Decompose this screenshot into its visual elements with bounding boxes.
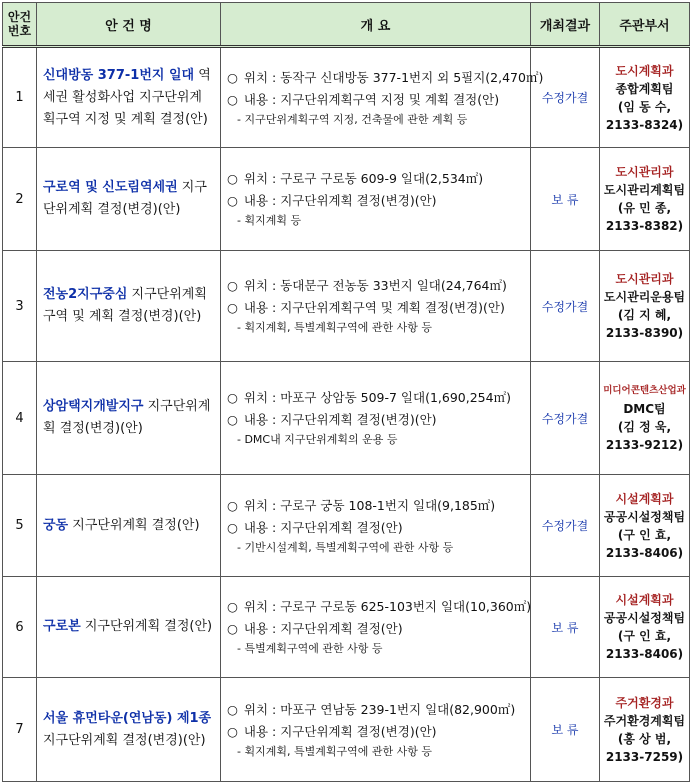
department-info [600, 251, 690, 362]
team-name: 도시관리운용팀 [603, 290, 686, 304]
agenda-overview [221, 251, 531, 362]
circle-bullet-icon: ○ [227, 300, 238, 315]
contact-person: (구 인 효, [617, 629, 672, 643]
overview-content: 내용 : 지구단위계획 결정(안) [243, 519, 403, 535]
contact-phone: 2133-7259) [605, 749, 684, 764]
overview-location: 위치 : 구로구 궁동 108-1번지 일대(9,185㎡) [243, 497, 496, 513]
overview-location: 위치 : 동대문구 전농동 33번지 일대(24,764㎡) [243, 278, 507, 293]
contact-phone: 2133-8324) [605, 117, 684, 132]
meeting-result: 보 류 [531, 148, 600, 251]
overview-location-line [227, 275, 524, 297]
agenda-name [37, 47, 221, 148]
header-department: 주관부서 [600, 3, 690, 47]
agenda-name-highlight: 서울 휴먼타운(연남동) 제1종 [43, 710, 212, 726]
agenda-table [2, 2, 690, 782]
agenda-name-rest: 지구단위계획 결정(안) [72, 517, 200, 533]
table-row [3, 475, 690, 577]
agenda-number: 1 [3, 47, 37, 148]
circle-bullet-icon: ○ [227, 519, 238, 535]
department-name: 시설계획과 [615, 593, 674, 607]
agenda-name-highlight: 상암택지개발지구 [43, 399, 144, 414]
agenda-overview [221, 475, 531, 577]
team-name: 도시관리계획팀 [603, 183, 686, 197]
agenda-name-rest: 역세권 활성화사업 지구단위계획구역 지정 및 계획 결정(안) [43, 67, 211, 127]
table-row [3, 362, 690, 475]
agenda-name-rest: 지구단위계획 결정(안) [84, 619, 213, 634]
circle-bullet-icon: ○ [227, 599, 238, 614]
contact-phone: 2133-9212) [605, 438, 684, 452]
agenda-number: 3 [3, 251, 37, 362]
agenda-number: 4 [3, 362, 37, 475]
circle-bullet-icon: ○ [227, 171, 238, 186]
agenda-overview [221, 47, 544, 148]
department-info [600, 678, 690, 782]
overview-note: - 지구단위계획구역 지정, 건축물에 관한 계획 등 [237, 112, 468, 126]
overview-note: - 획지계획 등 [237, 214, 302, 227]
contact-person: (김 정 욱, [617, 420, 672, 434]
overview-location: 위치 : 마포구 연남동 239-1번지 일대(82,900㎡) [243, 701, 516, 717]
agenda-name [37, 362, 221, 475]
overview-content: 내용 : 지구단위계획 결정(안) [243, 621, 403, 636]
contact-phone: 2133-8390) [605, 326, 684, 340]
header-agenda-name: 안 건 명 [37, 3, 221, 47]
circle-bullet-icon: ○ [227, 723, 238, 739]
agenda-name [37, 475, 221, 577]
table-row [3, 47, 690, 148]
circle-bullet-icon: ○ [227, 497, 238, 513]
header-agenda-number: 안건 번호 [3, 3, 37, 47]
table-row [3, 577, 690, 678]
team-name: 공공시설정책팀 [603, 509, 686, 524]
department-info [600, 577, 690, 678]
contact-person: (임 동 수, [617, 99, 672, 114]
overview-content: 내용 : 지구단위계획 결정(변경)(안) [243, 723, 437, 739]
overview-location-line [227, 387, 524, 409]
agenda-name-rest: 지구단위계획 결정(변경)(안) [43, 180, 207, 217]
overview-note: - 기반시설계획, 특별계획구역에 관한 사항 등 [237, 540, 454, 554]
agenda-name [37, 148, 221, 251]
agenda-name [37, 577, 221, 678]
agenda-number: 7 [3, 678, 37, 782]
overview-content: 내용 : 지구단위계획구역 및 계획 결정(변경)(안) [243, 300, 505, 315]
overview-location-line [227, 495, 524, 517]
overview-note: - DMC내 지구단위계획의 운용 등 [237, 433, 398, 446]
circle-bullet-icon: ○ [227, 91, 238, 107]
overview-content-line [227, 409, 524, 431]
overview-note: - 획지계획, 특별계획구역에 관한 사항 등 [237, 744, 432, 758]
agenda-name-rest: 지구단위계획 결정(변경)(안) [43, 399, 211, 436]
agenda-overview [221, 678, 531, 782]
overview-content-line [227, 618, 524, 640]
team-name: DMC팀 [623, 402, 666, 416]
overview-content: 내용 : 지구단위계획 결정(변경)(안) [243, 193, 437, 208]
circle-bullet-icon: ○ [227, 621, 238, 636]
circle-bullet-icon: ○ [227, 278, 238, 293]
circle-bullet-icon: ○ [227, 193, 238, 208]
overview-content: 내용 : 지구단위계획 결정(변경)(안) [243, 412, 437, 427]
contact-person: (유 민 종, [617, 201, 672, 215]
overview-location-line [227, 596, 532, 618]
team-name: 주거환경계획팀 [603, 713, 686, 728]
department-name: 시설계획과 [615, 491, 674, 506]
overview-content-line [227, 721, 524, 743]
team-name: 공공시설정책팀 [603, 611, 686, 625]
department-name: 주거환경과 [615, 695, 674, 710]
overview-location-line [227, 168, 524, 190]
department-info [600, 475, 690, 577]
contact-person: (구 인 효, [617, 527, 672, 542]
department-name: 도시관리과 [615, 165, 674, 179]
department-info [600, 362, 690, 475]
meeting-result: 보 류 [531, 678, 600, 782]
overview-note: - 특별계획구역에 관한 사항 등 [237, 642, 383, 655]
overview-content-line [227, 89, 524, 111]
department-name: 미디어콘텐츠산업과 [603, 385, 686, 396]
table-row [3, 678, 690, 782]
meeting-result: 보 류 [531, 577, 600, 678]
department-info [600, 47, 690, 148]
agenda-name-highlight: 전농2지구중심 [43, 287, 128, 302]
circle-bullet-icon: ○ [227, 390, 238, 405]
agenda-name-highlight: 궁동 [43, 517, 69, 533]
agenda-number: 2 [3, 148, 37, 251]
overview-location: 위치 : 마포구 상암동 509-7 일대(1,690,254㎡) [243, 390, 511, 405]
agenda-name-highlight: 구로역 및 신도림역세권 [43, 180, 178, 195]
meeting-result: 수정가결 [531, 362, 600, 475]
team-name: 종합계획팀 [615, 81, 674, 96]
table-row [3, 251, 690, 362]
overview-location: 위치 : 동작구 신대방동 377-1번지 외 5필지(2,470㎡) [243, 69, 544, 85]
circle-bullet-icon: ○ [227, 701, 238, 717]
agenda-overview [221, 148, 531, 251]
agenda-overview [221, 362, 531, 475]
meeting-result: 수정가결 [531, 251, 600, 362]
circle-bullet-icon: ○ [227, 412, 238, 427]
meeting-result: 수정가결 [531, 475, 600, 577]
contact-person: (홍 상 범, [617, 731, 672, 746]
contact-phone: 2133-8382) [605, 219, 684, 233]
agenda-name-rest: 지구단위계획 결정(변경)(안) [43, 732, 206, 748]
header-overview: 개 요 [221, 3, 531, 47]
department-name: 도시관리과 [615, 272, 674, 286]
overview-content: 내용 : 지구단위계획구역 지정 및 계획 결정(안) [243, 91, 500, 107]
contact-person: (김 지 혜, [617, 308, 672, 322]
header-row [3, 3, 690, 47]
overview-note: - 획지계획, 특별계획구역에 관한 사항 등 [237, 321, 432, 334]
circle-bullet-icon: ○ [227, 69, 238, 85]
overview-content-line [227, 517, 524, 539]
header-result: 개최결과 [531, 3, 600, 47]
overview-content-line [227, 190, 524, 212]
agenda-name [37, 251, 221, 362]
overview-location: 위치 : 구로구 구로동 625-103번지 일대(10,360㎡) [243, 599, 532, 614]
contact-phone: 2133-8406) [605, 545, 684, 560]
table-row [3, 148, 690, 251]
agenda-name-highlight: 신대방동 377-1번지 일대 [43, 67, 195, 83]
department-name: 도시계획과 [615, 63, 674, 78]
contact-phone: 2133-8406) [605, 647, 684, 661]
department-info [600, 148, 690, 251]
overview-location: 위치 : 구로구 구로동 609-9 일대(2,534㎡) [243, 171, 484, 186]
overview-location-line [227, 699, 524, 721]
overview-location-line [227, 67, 544, 89]
overview-content-line [227, 297, 524, 319]
agenda-number: 6 [3, 577, 37, 678]
agenda-overview [221, 577, 531, 678]
meeting-result: 수정가결 [531, 47, 600, 148]
agenda-name-rest: 지구단위계획구역 및 계획 결정(변경)(안) [43, 287, 207, 324]
agenda-name [37, 678, 221, 782]
agenda-number: 5 [3, 475, 37, 577]
agenda-name-highlight: 구로본 [43, 619, 81, 634]
